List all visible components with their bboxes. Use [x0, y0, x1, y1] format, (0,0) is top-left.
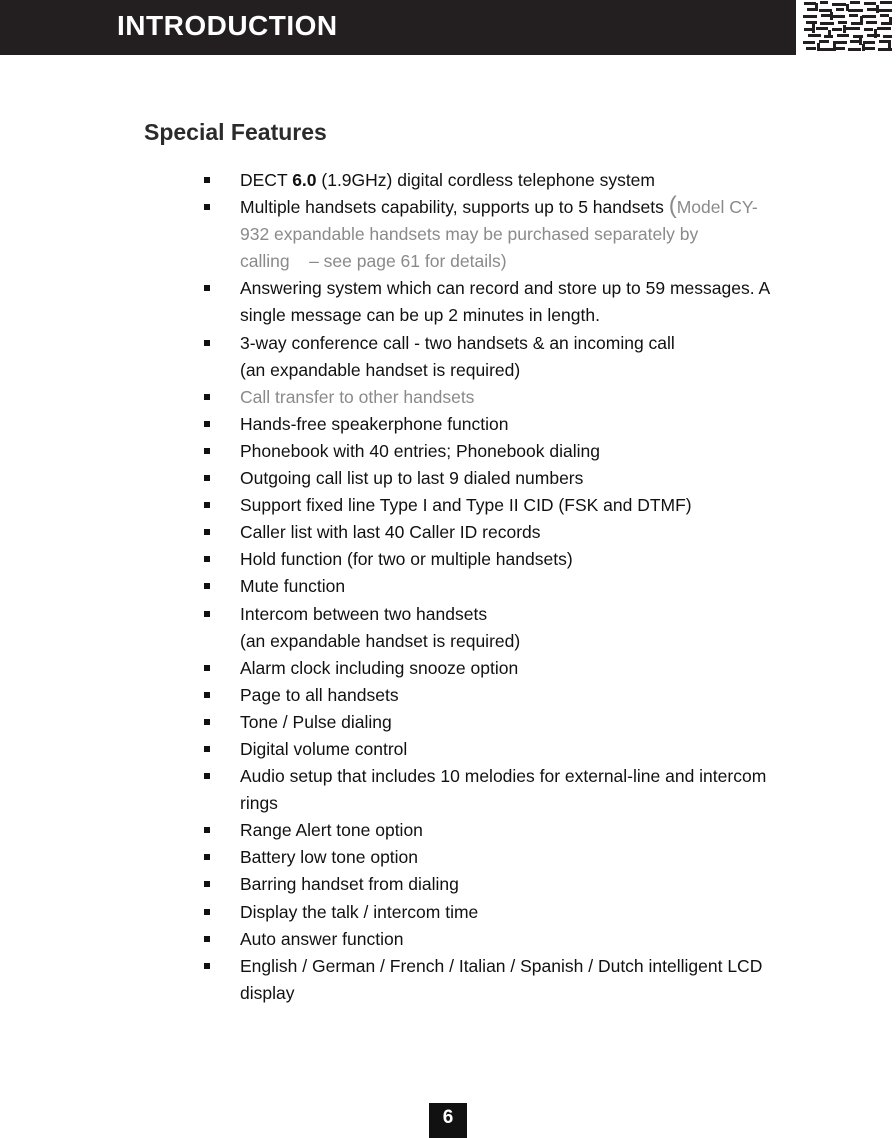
page-header-title: INTRODUCTION [117, 10, 338, 41]
feature-item-tone-pulse [0, 709, 770, 736]
bullet-icon [204, 421, 210, 427]
feature-item-cid-support [0, 492, 770, 519]
bullet-icon [204, 204, 210, 210]
feature-text: Hold function (for two or multiple handsets) [240, 549, 573, 570]
feature-item-hold-function [0, 546, 770, 573]
bullet-icon [204, 177, 210, 183]
feature-text: Call transfer to other handsets [240, 386, 475, 407]
bullet-icon [204, 502, 210, 508]
feature-text: Page to all handsets [240, 684, 399, 705]
feature-item-auto-answer [0, 926, 770, 953]
feature-note: Model CY-932 expandable handsets may be purchased separately by calling [240, 197, 758, 272]
feature-text: Barring handset from dialing [240, 874, 459, 895]
bullet-icon [204, 448, 210, 454]
feature-item-phonebook [0, 438, 770, 465]
feature-text: Hands-free speakerphone function [240, 413, 509, 434]
feature-item-intercom [0, 601, 770, 655]
bullet-icon [204, 746, 210, 752]
bullet-icon [204, 827, 210, 833]
bullet-icon [204, 665, 210, 671]
feature-item-barring [0, 871, 770, 898]
feature-item-speakerphone [0, 411, 770, 438]
feature-note-end: – see page 61 for details) [309, 251, 507, 272]
feature-item-outgoing-call-list [0, 465, 770, 492]
feature-text: Phonebook with 40 entries; Phonebook dialing [240, 440, 600, 461]
bullet-icon [204, 340, 210, 346]
feature-note: (an expandable handset is required) [240, 630, 521, 651]
feature-text: 3-way conference call - two handsets & an incoming call [240, 332, 675, 353]
feature-item-range-alert [0, 817, 770, 844]
bullet-icon [204, 936, 210, 942]
feature-text: Mute function [240, 576, 346, 597]
bullet-icon [204, 963, 210, 969]
feature-item-dect [0, 167, 770, 194]
feature-text: Tone / Pulse dialing [240, 711, 392, 732]
bullet-icon [204, 475, 210, 481]
feature-text: Intercom between two handsets [240, 603, 488, 624]
feature-item-answering-system [0, 275, 770, 329]
feature-item-multiple-handsets [0, 194, 770, 275]
feature-text: Display the talk / intercom time [240, 901, 479, 922]
bullet-icon [204, 854, 210, 860]
feature-note-paren: ( [668, 192, 677, 220]
feature-item-volume-control [0, 736, 770, 763]
bullet-icon [204, 719, 210, 725]
feature-item-mute-function [0, 573, 770, 600]
bullet-icon [204, 773, 210, 779]
bullet-icon [204, 692, 210, 698]
feature-item-languages [0, 953, 770, 1007]
bullet-icon [204, 611, 210, 617]
feature-item-alarm-clock [0, 655, 770, 682]
feature-text: (1.9GHz) digital cordless telephone system [316, 170, 655, 190]
page-number: 6 [429, 1103, 467, 1138]
feature-item-call-transfer [0, 384, 770, 411]
bullet-icon [204, 556, 210, 562]
feature-text: Digital volume control [240, 738, 408, 759]
bullet-icon [204, 909, 210, 915]
section-title: Special Features [144, 119, 327, 145]
bullet-icon [204, 881, 210, 887]
feature-note: (an expandable handset is required) [240, 359, 521, 380]
feature-text: Audio setup that includes 10 melodies for external-line and intercom rings [240, 766, 767, 814]
feature-item-page-all [0, 682, 770, 709]
decorative-pattern-icon [802, 0, 894, 55]
feature-item-audio-setup [0, 763, 770, 817]
feature-text: Auto answer function [240, 928, 404, 949]
feature-text: DECT [240, 170, 293, 190]
bullet-icon [204, 583, 210, 589]
feature-item-caller-list [0, 519, 770, 546]
feature-text: Outgoing call list up to last 9 dialed numbers [240, 468, 584, 489]
feature-text: Alarm clock including snooze option [240, 657, 519, 678]
feature-list [0, 167, 896, 1007]
feature-item-conference-call [0, 330, 770, 384]
feature-text: Answering system which can record and store up to 59 messages. A single message can be up 2 minutes in length. [240, 278, 770, 326]
bullet-icon [204, 529, 210, 535]
feature-text: Battery low tone option [240, 847, 419, 868]
bullet-icon [204, 285, 210, 291]
feature-text: Range Alert tone option [240, 820, 423, 841]
feature-text: Caller list with last 40 Caller ID records [240, 522, 541, 543]
feature-text: Multiple handsets capability, supports up to 5 handsets [240, 197, 664, 218]
feature-dect-version: 6.0 [292, 170, 317, 190]
bullet-icon [204, 394, 210, 400]
feature-item-talk-time [0, 899, 770, 926]
feature-text: English / German / French / Italian / Spanish / Dutch intelligent LCD display [240, 955, 763, 1003]
feature-text: Support fixed line Type I and Type II CID (FSK and DTMF) [240, 495, 692, 516]
feature-item-battery-low [0, 844, 770, 871]
